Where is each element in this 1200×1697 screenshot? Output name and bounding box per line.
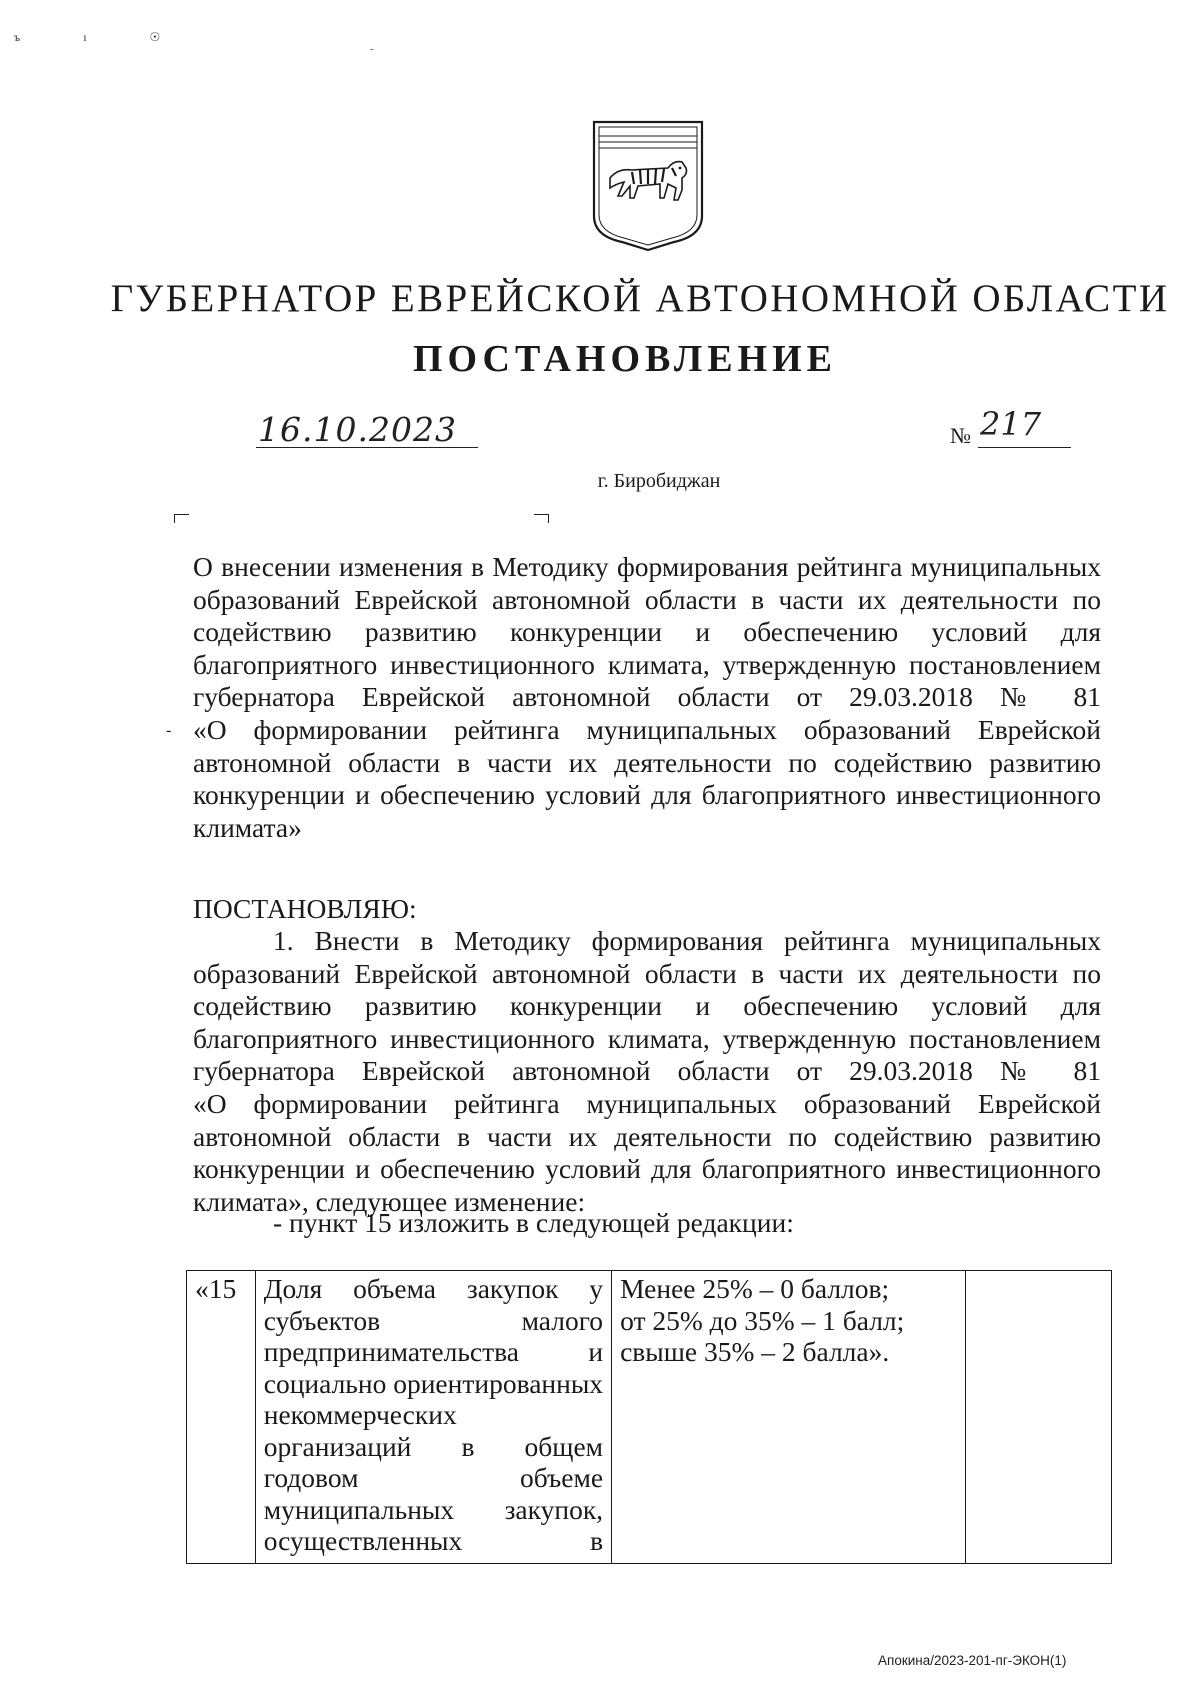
subject-line: образований Еврейской автономной области в части их деятельности по xyxy=(193,583,1101,615)
indicator-line: Доля объема закупок у xyxy=(263,1273,604,1304)
subject-corner-left xyxy=(174,514,189,523)
body-line: конкуренции и обеспечению условий для благоприятного инвестиционного xyxy=(193,1153,1101,1185)
body-line: «О формировании рейтинга муниципальных образований Еврейской xyxy=(193,1087,1101,1119)
authority-title: ГУБЕРНАТОР ЕВРЕЙСКОЙ АВТОНОМНОЙ ОБЛАСТИ xyxy=(110,277,1170,320)
indicator-line: субъектов малого xyxy=(263,1304,604,1336)
document-date: 16.10.2023 xyxy=(258,410,457,449)
score-line: Менее 25% – 0 баллов; xyxy=(620,1273,890,1304)
resolution-body xyxy=(193,925,1101,1218)
subject-line: О внесении изменения в Методику формирования рейтинга муниципальных xyxy=(193,551,1101,582)
indicator-line: социально ориентированных xyxy=(263,1367,604,1399)
score-line: свыше 35% – 2 балла». xyxy=(620,1336,890,1367)
body-line: автономной области в части их деятельности по содействию развитию xyxy=(193,1120,1101,1152)
indicator-line: организаций в общем xyxy=(263,1430,604,1462)
subject-line: губернатора Еврейской автономной области от 29.03.2018 № 81 xyxy=(193,681,1101,713)
document-number: 217 xyxy=(980,405,1042,443)
score-cell xyxy=(612,1271,966,1564)
body-line: благоприятного инвестиционного климата, утвержденную постановлением xyxy=(193,1022,1101,1054)
indicator-line: предпринимательства и xyxy=(263,1336,604,1367)
subject-line: климата» xyxy=(193,811,302,843)
indicator-line: осуществленных в xyxy=(263,1525,604,1556)
subject-line: «О формировании рейтинга муниципальных образований Еврейской xyxy=(193,713,1101,745)
city-name: г. Биробиджан xyxy=(597,470,721,492)
scan-dot: - xyxy=(370,44,374,55)
document-type: ПОСТАНОВЛЕНИЕ xyxy=(412,338,838,380)
subject-line: автономной области в части их деятельности по содействию развитию xyxy=(193,746,1101,778)
subject-line: содействию развитию конкуренции и обеспечению условий для xyxy=(193,616,1101,648)
scan-marks: ъ ɪ ☉ xyxy=(14,30,191,44)
body-line: 1. Внести в Методику формирования рейтинга муниципальных xyxy=(273,925,1101,956)
coat-of-arms-tiger-icon xyxy=(588,118,708,258)
table-row xyxy=(187,1271,1112,1564)
margin-mark: ‐ xyxy=(166,722,172,739)
indicator-line: некоммерческих xyxy=(263,1399,457,1430)
subject-line: благоприятного инвестиционного климата, утвержденную постановлением xyxy=(193,648,1101,680)
footer-document-code: Апокина/2023-201-пг-ЭКОН(1) xyxy=(878,1653,1067,1668)
resolve-heading: ПОСТАНОВЛЯЮ: xyxy=(193,893,417,924)
score-line: от 25% до 35% – 1 балл; xyxy=(620,1304,905,1336)
body-line: губернатора Еврейской автономной области от 29.03.2018 № 81 xyxy=(193,1055,1101,1087)
indicator-line: годовом объеме xyxy=(263,1462,604,1493)
subject-paragraph xyxy=(193,551,1101,844)
number-underline xyxy=(978,447,1071,448)
indicator-line: муниципальных закупок, xyxy=(263,1493,604,1525)
body-line: содействию развитию конкуренции и обеспечению условий для xyxy=(193,990,1101,1022)
amendment-table xyxy=(186,1270,1112,1564)
point-15-instruction: - пункт 15 изложить в следующей редакции: xyxy=(273,1207,794,1238)
row-number-cell: «15 xyxy=(187,1271,256,1564)
body-line: образований Еврейской автономной области в части их деятельности по xyxy=(193,957,1101,989)
date-underline xyxy=(256,447,478,448)
body-line: климата», следующее изменение: xyxy=(193,1185,586,1217)
subject-line: конкуренции и обеспечению условий для благоприятного инвестиционного xyxy=(193,779,1101,811)
number-sign: № xyxy=(950,423,971,448)
indicator-cell xyxy=(255,1271,611,1564)
subject-corner-right xyxy=(534,514,549,523)
empty-cell xyxy=(965,1271,1111,1564)
